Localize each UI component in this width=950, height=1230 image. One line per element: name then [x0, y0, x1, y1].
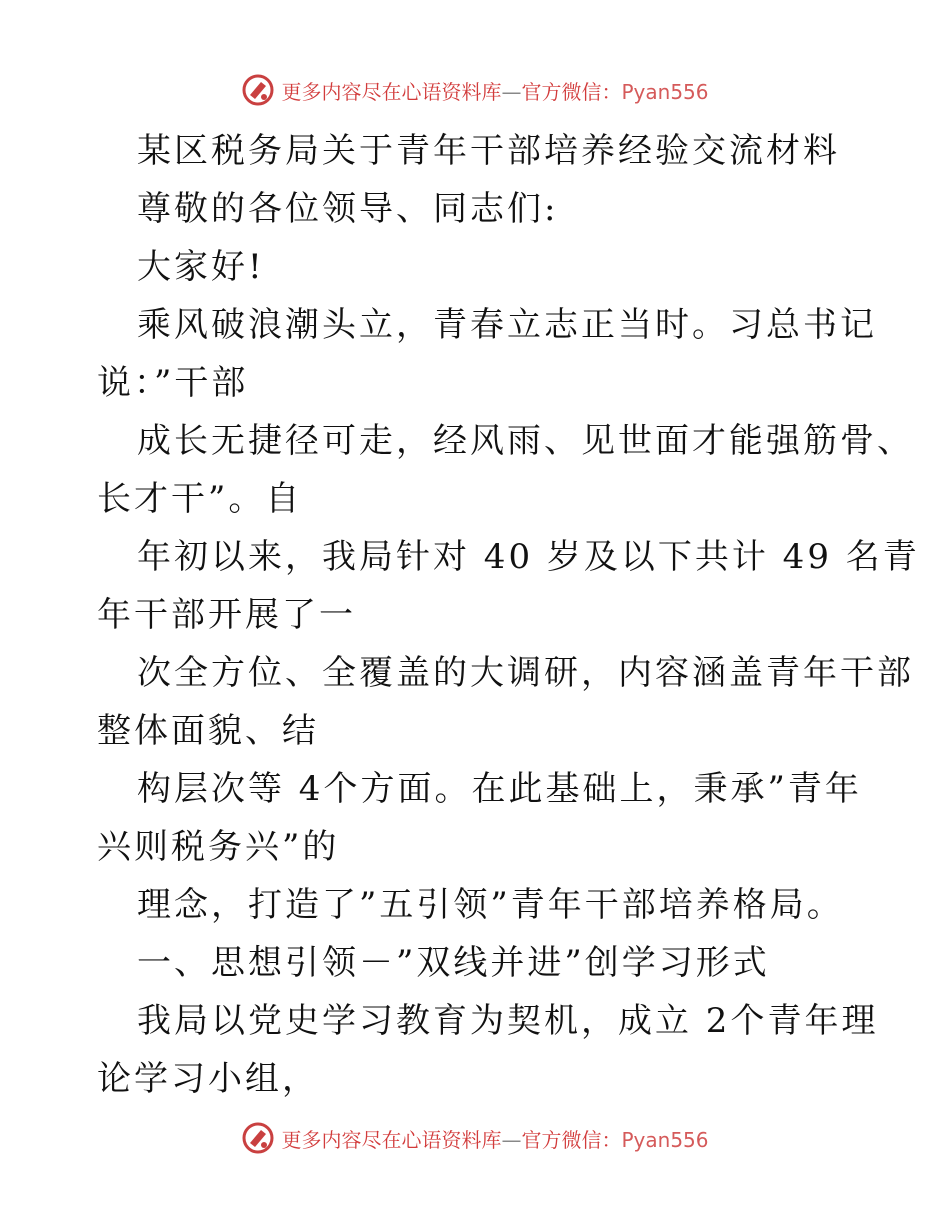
watermark-id: Pyan556: [621, 1127, 709, 1152]
watermark-id: Pyan556: [621, 79, 709, 104]
doc-line: 说：”干部: [97, 363, 249, 403]
watermark-header: [0, 70, 950, 110]
doc-line: 兴则税务兴”的: [97, 827, 340, 867]
brand-logo-icon: [241, 1121, 275, 1155]
doc-line: 次全方位、全覆盖的大调研，内容涵盖青年干部: [137, 653, 914, 693]
watermark-footer: [0, 1118, 950, 1158]
doc-line: 长才干”。自: [97, 479, 303, 519]
doc-line: 论学习小组，: [97, 1059, 319, 1099]
watermark-cn: 更多内容尽在心语资料库: [281, 79, 502, 104]
doc-line: 某区税务局关于青年干部培养经验交流材料: [137, 131, 840, 171]
doc-line: 尊敬的各位领导、同志们:: [137, 189, 559, 229]
doc-line: 大家好!: [137, 247, 265, 287]
watermark-cn: 更多内容尽在心语资料库: [281, 1127, 502, 1152]
doc-line: 理念，打造了”五引领”青年干部培养格局。: [137, 885, 844, 925]
doc-line: 我局以党史学习教育为契机，成立 2个青年理: [137, 1001, 879, 1041]
watermark-label: 官方微信：: [521, 1127, 622, 1152]
doc-line: 整体面貌、结: [97, 711, 319, 751]
watermark-separator: —: [501, 79, 522, 104]
watermark-separator: —: [501, 1127, 522, 1152]
watermark-text: [281, 1124, 708, 1153]
doc-line: 年初以来，我局针对 40 岁及以下共计 49 名青: [137, 537, 920, 577]
doc-line: 成长无捷径可走，经风雨、见世面才能强筋骨、: [137, 421, 914, 461]
doc-line: 构层次等 4个方面。在此基础上，秉承”青年: [137, 769, 862, 809]
doc-line: 年干部开展了一: [97, 595, 356, 635]
brand-logo-icon: [241, 73, 275, 107]
doc-line: 一、思想引领－”双线并进”创学习形式: [137, 943, 770, 983]
watermark-label: 官方微信：: [521, 79, 622, 104]
doc-line: 乘风破浪潮头立，青春立志正当时。习总书记: [137, 305, 877, 345]
watermark-text: [281, 76, 708, 105]
document-body: [97, 122, 920, 1108]
